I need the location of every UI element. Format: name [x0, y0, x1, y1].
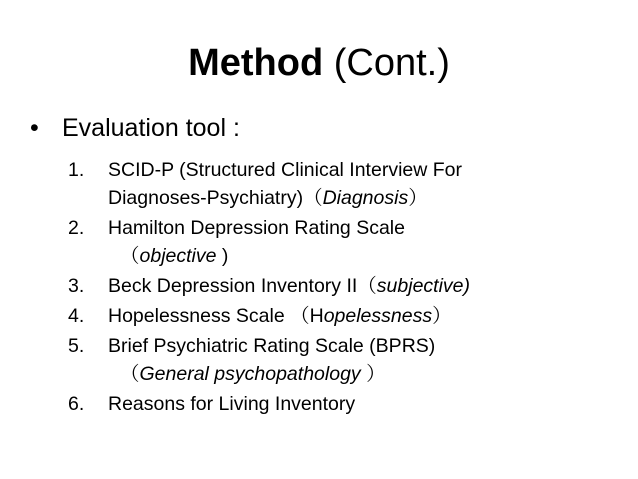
list-item-line2 — [108, 184, 628, 212]
list-item-line2 — [108, 242, 628, 270]
list-item-line2 — [108, 360, 628, 388]
list-item-line1 — [108, 302, 628, 330]
list-item-line2-italic: General psychopathology — [139, 363, 361, 385]
list-item-line1-post: ） — [432, 305, 452, 327]
list-item-line1-pre: Beck Depression Inventory II（ — [108, 275, 377, 297]
list-item-line2-post: ) — [216, 245, 229, 267]
slide-title — [0, 40, 638, 86]
list-item-line1-pre: Hopelessness Scale （H — [108, 305, 324, 327]
list-item-line2-italic: Diagnosis — [322, 187, 409, 209]
list-item-line1: SCID-P (Structured Clinical Interview For — [108, 159, 462, 181]
list-item-line2-italic: objective — [139, 245, 217, 267]
list-item — [68, 390, 628, 418]
list-item — [68, 302, 628, 330]
tool-list — [68, 156, 628, 420]
bullet-text: Evaluation tool : — [62, 114, 240, 142]
bullet-dot-icon: • — [30, 114, 39, 142]
list-item-line1: Hamilton Depression Rating Scale — [108, 217, 405, 239]
list-item-number: 4. — [68, 305, 85, 327]
list-item-number: 6. — [68, 393, 85, 415]
title-bold-text: Method — [188, 42, 324, 84]
list-item-line1: Reasons for Living Inventory — [108, 393, 356, 415]
title-rest-text: (Cont.) — [323, 42, 450, 84]
list-item-number: 3. — [68, 275, 85, 297]
list-item — [68, 272, 628, 300]
list-item-line1-italic: subjective) — [376, 275, 471, 297]
list-item — [68, 332, 628, 388]
list-item-number: 2. — [68, 217, 85, 239]
list-item-line2-post: ） — [360, 363, 386, 385]
list-item-line2-pre: Diagnoses-Psychiatry)（ — [108, 187, 323, 209]
list-item-line1: Brief Psychiatric Rating Scale (BPRS) — [108, 335, 436, 357]
list-item — [68, 156, 628, 212]
list-item-line1-italic: opelessness — [323, 305, 433, 327]
bullet-evaluation-tool — [30, 112, 240, 144]
list-item-line2-pre: （ — [120, 363, 140, 385]
list-item-number: 5. — [68, 335, 85, 357]
list-item-line1 — [108, 272, 628, 300]
list-item-line2-post: ） — [408, 187, 428, 209]
list-item-line2-pre: （ — [120, 245, 140, 267]
list-item — [68, 214, 628, 270]
list-item-number: 1. — [68, 159, 85, 181]
